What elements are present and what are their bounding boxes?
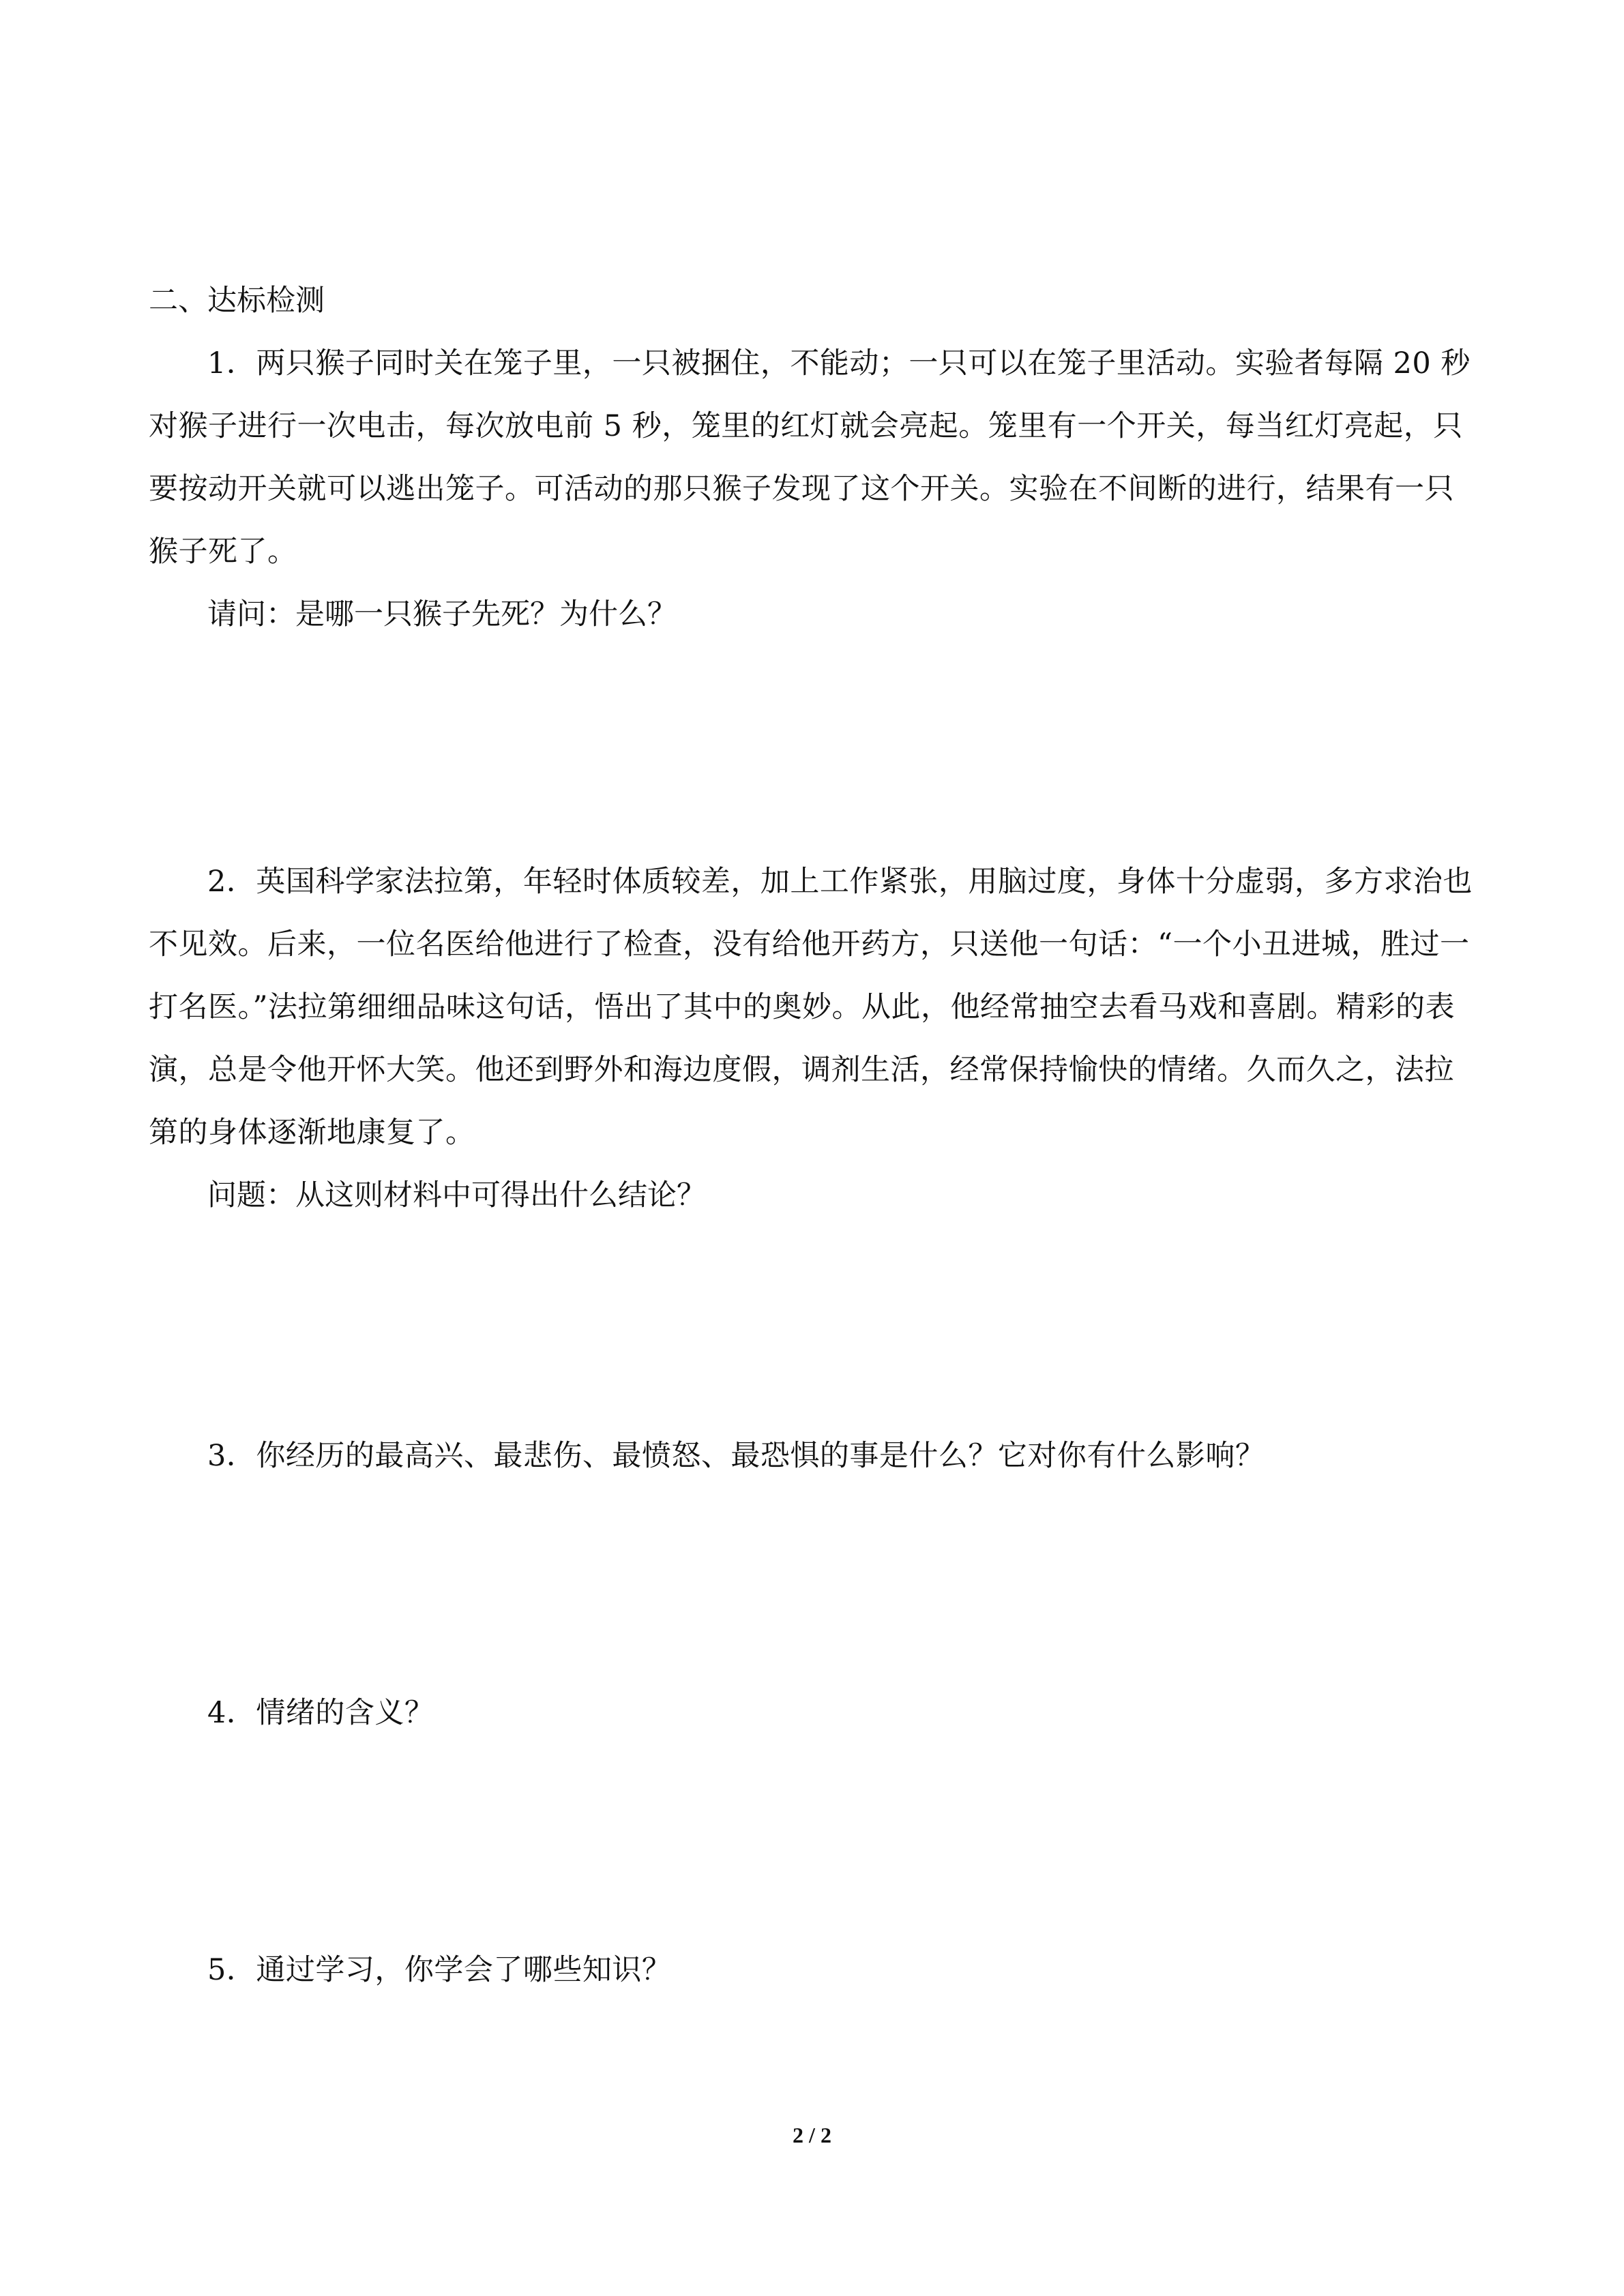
question-1-prompt: 请问：是哪一只猴子先死？为什么？ <box>207 597 677 631</box>
question-item-3 <box>149 1425 1475 1487</box>
question-5-text: 5．通过学习，你学会了哪些知识？ <box>207 1953 672 1987</box>
question-3-text: 3．你经历的最高兴、最悲伤、最愤怒、最恐惧的事是什么？它对你有什么影响？ <box>207 1439 1265 1473</box>
question-2-prompt: 问题：从这则材料中可得出什么结论？ <box>207 1178 706 1212</box>
document-content <box>149 269 1475 2001</box>
question-item-2 <box>149 850 1475 1227</box>
question-2-text: 2．英国科学家法拉第，年轻时体质较差，加上工作紧张，用脑过度，身体十分虚弱，多方求治也不见效。后来，一位名医给他进行了检查，没有给他开药方，只送他一句话：“一个小丑进城，胜过一打名医。”法拉第细细品味这句话，悟出了其中的奥妙。从此，他经常抽空去看马戏和喜剧。精彩的表演，总是令他开怀大笑。他还到野外和海边度假，调剂生活，经常保持愉快的情绪。久而久之，法拉第的身体逐渐地康复了。 <box>149 865 1473 1150</box>
question-item-4 <box>149 1682 1475 1744</box>
section-title: 二、达标检测 <box>149 284 325 318</box>
question-item-1 <box>149 332 1475 646</box>
page-number: 2 / 2 <box>793 2123 831 2147</box>
question-4-text: 4．情绪的含义？ <box>207 1696 434 1730</box>
question-item-5 <box>149 1939 1475 2001</box>
question-1-text: 1．两只猴子同时关在笼子里，一只被捆住，不能动；一只可以在笼子里活动。实验者每隔 20 秒对猴子进行一次电击，每次放电前 5 秒，笼里的红灯就会亮起。笼里有一个开关，每当红灯亮起，只要按动开关就可以逃出笼子。可活动的那只猴子发现了这个开关。实验在不间断的进行，结果有一只猴子死了。 <box>149 346 1471 569</box>
